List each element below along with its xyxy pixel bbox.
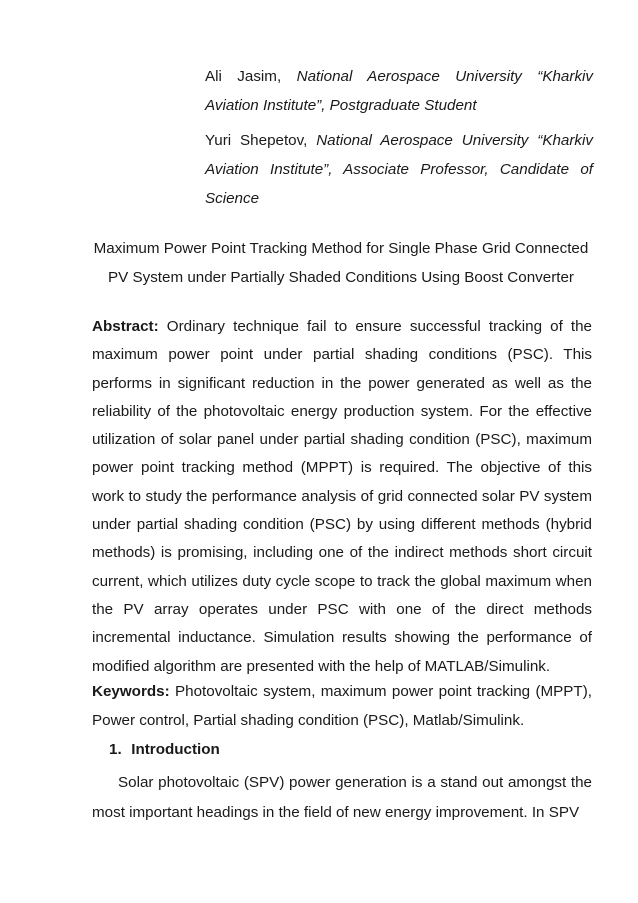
keywords-text: Photovoltaic system, maximum power point tracking (MPPT), Power control, Partial shading condition (PSC), Matlab/Simulink. [92, 683, 592, 729]
author-affiliation: National Aerospace University “Kharkiv Aviation Institute”, Associate Professor, Candidate of Science [205, 132, 593, 207]
section-heading-introduction [92, 735, 592, 764]
paper-title: Maximum Power Point Tracking Method for Single Phase Grid Connected PV System under Partially Shaded Conditions Using Boost Converter [93, 240, 589, 286]
introduction-paragraph: Solar photovoltaic (SPV) power generation is a stand out amongst the most important headings in the field of new energy improvement. In SPV [92, 774, 592, 821]
section-number: 1. [109, 741, 122, 758]
abstract-label: Abstract: [92, 318, 159, 335]
author-name: Yuri Shepetov, [205, 132, 317, 149]
author-affiliation: National Aerospace University “Kharkiv Aviation Institute”, Postgraduate Student [205, 68, 594, 114]
abstract-paragraph [92, 313, 592, 681]
author-name: Ali Jasim, [205, 68, 297, 85]
keywords-paragraph [92, 677, 592, 735]
keywords-label: Keywords: [92, 683, 170, 700]
author-entry-2 [205, 126, 593, 213]
abstract-text: Ordinary technique fail to ensure successful tracking of the maximum power point under partial shading conditions (PSC). This performs in significant reduction in the power generated as well as the reliability of the photovoltaic energy production system. For the effective utilization of solar panel under partial shading condition (PSC), maximum power point tracking method (MPPT) is required. The objective of this work to study the performance analysis of grid connected solar PV system under partial shading condition (PSC) by using different methods (hybrid methods) is promising, including one of the indirect methods short circuit current, which utilizes duty cycle scope to track the global maximum when the PV array operates under PSC with one of the direct methods incremental inductance. Simulation results showing the performance of modified algorithm are presented with the help of MATLAB/Simulink. [92, 318, 592, 675]
author-entry-1 [205, 62, 593, 120]
section-title: Introduction [131, 741, 220, 758]
author-block [205, 62, 593, 219]
